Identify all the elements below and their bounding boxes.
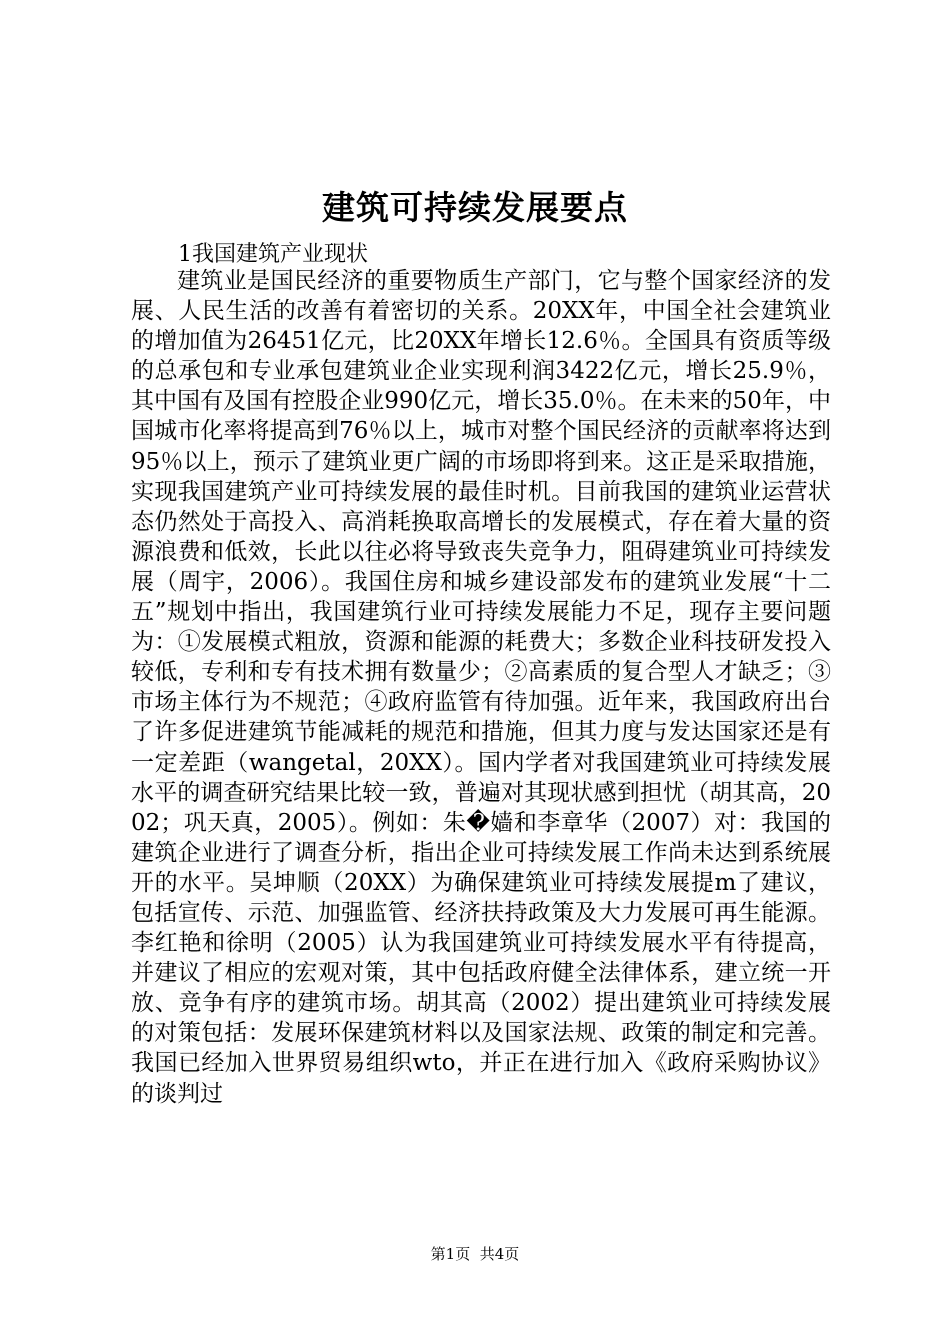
- section-heading: 1我国建筑产业现状: [178, 242, 368, 267]
- body-paragraph: 建筑业是国民经济的重要物质生产部门，它与整个国家经济的发展、人民生活的改善有着密切的关系。20XX年，中国全社会建筑业的增加值为26451亿元，比20XX年增长12.6％。全国具有资质等级的总承包和专业承包建筑业企业实现利润3422亿元，增长25.9％，其中国有及国有控股企业990亿元，增长35.0％。在未来的50年，中国城市化率将提高到76％以上，城市对整个国民经济的贡献率将达到95％以上，预示了建筑业更广阔的市场即将到来。这正是采取措施，实现我国建筑产业可持续发展的最佳时机。目前我国的建筑业运营状态仍然处于高投入、高消耗换取高增长的发展模式，存在着大量的资源浪费和低效，长此以往必将导致丧失竞争力，阻碍建筑业可持续发展（周宇，2006）。我国住房和城乡建设部发布的建筑业发展“十二五”规划中指出，我国建筑行业可持续发展能力不足，现存主要问题为：①发展模式粗放，资源和能源的耗费大；多数企业科技研发投入较低，专利和专有技术拥有数量少；②高素质的复合型人才缺乏；③市场主体行为不规范；④政府监管有待加强。近年来，我国政府出台了许多促进建筑节能减耗的规范和措施，但其力度与发达国家还是有一定差距（wangetal，20XX）。国内学者对我国建筑业可持续发展水平的调查研究结果比较一致，普遍对其现状感到担忧（胡其高，2002；巩天真，2005）。例如：朱�嫱和李章华（2007）对：我国的建筑企业进行了调查分析，指出企业可持续发展工作尚未达到系统展开的水平。吴坤顺（20XX）为确保建筑业可持续发展提m了建议，包括宣传、示范、加强监管、经济扶持政策及大力发展可再生能源。李红艳和徐明（2005）认为我国建筑业可持续发展水平有待提高，并建议了相应的宏观对策，其中包括政府健全法律体系，建立统一开放、竞争有序的建筑市场。胡其高（2002）提出建筑业可持续发展的对策包括：发展环保建筑材料以及国家法规、政策的制定和完善。我国已经加入世界贸易组织wto，并正在进行加入《政府采购协议》的谈判过: [131, 268, 831, 1107]
- footer-spacer: [470, 1245, 480, 1263]
- page-total: 共4页: [479, 1245, 520, 1263]
- document-title: 建筑可持续发展要点: [322, 188, 628, 227]
- page-number: 第1页: [430, 1245, 471, 1263]
- page-footer: [0, 1244, 950, 1264]
